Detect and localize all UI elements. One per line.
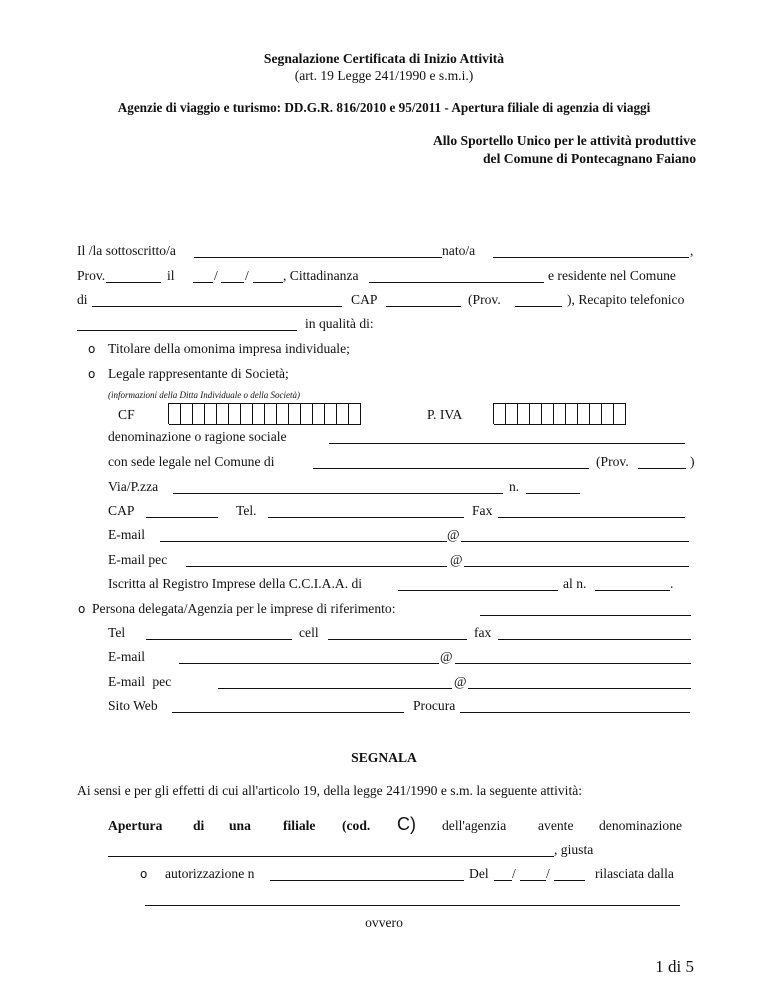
cciaa-number-field[interactable] [595,590,670,591]
piva-grid[interactable] [493,403,626,424]
delegate-email-user-field[interactable] [179,663,439,664]
phone-field[interactable] [77,330,297,331]
citizenship-field[interactable] [369,282,544,283]
radio-bullet-icon[interactable]: o [78,602,86,616]
citizenship-label: , Cittadinanza [283,268,359,283]
grid-cell[interactable] [205,403,217,425]
radio-bullet-icon[interactable]: o [88,367,96,381]
undersigned-label: Il /la sottoscritto/a [77,243,176,258]
at-sign: @ [440,649,453,664]
grid-cell[interactable] [578,403,590,425]
phone-label: ), Recapito telefonico [567,292,685,307]
radio-bullet-icon[interactable]: o [88,342,96,356]
residence-prov-field[interactable] [515,306,562,307]
period: . [670,576,674,591]
delegate-pec-user-field[interactable] [218,688,452,689]
delegate-name-field[interactable] [480,615,691,616]
grid-cell[interactable] [337,403,349,425]
grid-cell[interactable] [217,403,229,425]
grid-cell[interactable] [301,403,313,425]
auth-day-field[interactable] [494,880,512,881]
birthplace-field[interactable] [493,257,689,258]
sede-comune-field[interactable] [313,468,589,469]
delegate-email-domain-field[interactable] [455,663,691,664]
grid-cell[interactable] [325,403,337,425]
rilasciata-label: rilasciata dalla [595,866,674,881]
cod-word: (cod. [342,818,371,833]
email-label: E-mail [108,527,145,542]
auth-year-field[interactable] [554,880,585,881]
at-sign: @ [450,552,463,567]
capacity-label: in qualità di: [305,316,374,331]
option-sole-proprietor: Titolare della omonima impresa individuale; [108,341,350,356]
delegate-cell-label: cell [299,625,319,640]
delegate-fax-field[interactable] [498,639,691,640]
company-info-note: (informazioni della Ditta Individuale o della Società) [108,390,300,400]
date-separator: / [512,866,516,881]
agency-name-field[interactable] [108,856,554,857]
grid-cell[interactable] [253,403,265,425]
cf-label: CF [118,407,135,422]
date-separator: / [214,268,218,283]
resident-label: e residente nel Comune [548,268,676,283]
fax-label: Fax [472,503,493,518]
tel-label: Tel. [236,503,257,518]
grid-cell[interactable] [193,403,205,425]
residence-prov-label: (Prov. [468,292,501,307]
grid-cell[interactable] [614,403,626,425]
delegate-pec-label: E-mail pec [108,674,172,689]
residence-cap-field[interactable] [386,306,461,307]
prov-label: Prov. [77,268,106,283]
ovvero-label: ovvero [365,915,403,930]
pec-domain-field[interactable] [464,566,689,567]
apertura-word: Apertura [108,818,163,833]
delegate-cell-field[interactable] [328,639,467,640]
website-label: Sito Web [108,698,158,713]
addressee-line-1: Allo Sportello Unico per le attività produttive [432,133,696,148]
authorization-label: autorizzazione n [165,866,255,881]
cciaa-field[interactable] [398,590,558,591]
document-subject: Agenzie di viaggio e turismo: DD.G.R. 816/2010 e 95/2011 - Apertura filiale di agenzia di viaggi [117,100,651,115]
delegate-pec-domain-field[interactable] [468,688,691,689]
civic-number-label: n. [509,479,520,494]
via-label: Via/P.zza [108,479,159,494]
filiale-word: filiale [283,818,316,833]
di-word: di [193,818,205,833]
website-field[interactable] [172,712,404,713]
option-legal-rep: Legale rappresentante di Società; [108,366,289,381]
via-field[interactable] [173,493,503,494]
delegate-tel-field[interactable] [146,639,292,640]
grid-cell[interactable] [590,403,602,425]
denominazione-label: denominazione o ragione sociale [108,429,287,444]
denominazione-field[interactable] [329,443,685,444]
name-field[interactable] [194,257,442,258]
birth-month-field[interactable] [221,282,244,283]
grid-cell[interactable] [494,403,506,425]
grid-cell[interactable] [566,403,578,425]
sede-cap-label: CAP [108,503,135,518]
grid-cell[interactable] [530,403,542,425]
piva-label: P. IVA [427,407,463,422]
tel-field[interactable] [268,517,464,518]
grid-cell[interactable] [289,403,301,425]
procura-label: Procura [413,698,456,713]
email-domain-field[interactable] [461,541,689,542]
email-pec-label: E-mail pec [108,552,168,567]
grid-cell[interactable] [602,403,614,425]
date-separator: / [546,866,550,881]
segnala-intro: Ai sensi e per gli effetti di cui all'articolo 19, della legge 241/1990 e s.m. la seguente attività: [77,783,583,798]
cap-label: CAP [351,292,378,307]
giusta-label: , giusta [554,842,594,857]
birth-year-field[interactable] [253,282,283,283]
birth-day-field[interactable] [193,282,213,283]
grid-cell[interactable] [229,403,241,425]
civic-number-field[interactable] [526,493,580,494]
document-subtitle: (art. 19 Legge 241/1990 e s.m.i.) [294,68,474,83]
sede-prov-field[interactable] [638,468,686,469]
del-label: Del [469,866,489,881]
date-separator: / [245,268,249,283]
at-sign: @ [447,527,460,542]
procura-field[interactable] [460,712,690,713]
grid-cell[interactable] [542,403,554,425]
paren-close: ) [690,454,695,469]
grid-cell[interactable] [241,403,253,425]
denominazione-word: denominazione [599,818,683,833]
sede-label: con sede legale nel Comune di [108,454,275,469]
il-label: il [167,268,175,283]
authorization-number-field[interactable] [270,880,464,881]
at-sign: @ [454,674,467,689]
code-c-word: C) [397,814,416,834]
grid-cell[interactable] [181,403,193,425]
pec-user-field[interactable] [186,566,447,567]
grid-cell[interactable] [518,403,530,425]
issuer-field[interactable] [145,905,680,906]
iscritta-label: Iscritta al Registro Imprese della C.C.I.A.A. di [108,576,363,591]
cf-grid[interactable] [168,403,361,424]
page-number: 1 di 5 [655,957,694,976]
agenzia-word: dell'agenzia [442,818,507,833]
grid-cell[interactable] [277,403,289,425]
di-label: di [77,292,88,307]
residence-comune-field[interactable] [92,306,342,307]
delegate-label: Persona delegata/Agenzia per le imprese di riferimento: [92,601,396,616]
fax-field[interactable] [498,517,685,518]
grid-cell[interactable] [265,403,277,425]
born-label: nato/a [442,243,476,258]
una-word: una [229,818,251,833]
addressee-line-2: del Comune di Pontecagnano Faiano [483,151,696,166]
radio-bullet-icon[interactable]: o [140,867,148,881]
delegate-email-label: E-mail [108,649,145,664]
comma: , [690,243,694,258]
segnala-heading: SEGNALA [351,750,417,765]
grid-cell[interactable] [554,403,566,425]
sede-cap-field[interactable] [146,517,218,518]
sede-prov-label: (Prov. [596,454,629,469]
al-n-label: al n. [563,576,587,591]
delegate-fax-label: fax [474,625,492,640]
document-title: Segnalazione Certificata di Inizio Attività [263,51,505,66]
email-user-field[interactable] [160,541,447,542]
birth-prov-field[interactable] [106,282,161,283]
grid-cell[interactable] [313,403,325,425]
delegate-tel-label: Tel [108,625,126,640]
grid-cell[interactable] [506,403,518,425]
auth-month-field[interactable] [520,880,546,881]
grid-cell[interactable] [349,403,361,425]
grid-cell[interactable] [169,403,181,425]
avente-word: avente [538,818,574,833]
